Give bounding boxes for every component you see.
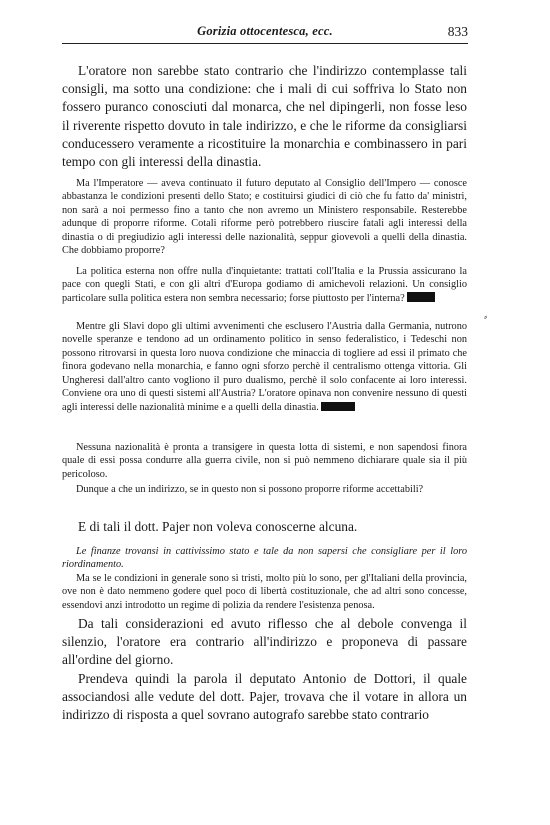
paragraph-8 [62, 545, 467, 572]
paragraph-9 [62, 572, 467, 612]
paragraph-10 [62, 615, 467, 670]
paragraph-text: Ma se le condizioni in generale sono sì tristi, molto più lo sono, per gl'Italiani della provincia, ove non è dato nemmeno godere quel poco di libertà costituzionale, che ad altri sono concesse, essendovi anzi introdotto un regime di polizia da rendere l'esistenza penosa. [62, 573, 467, 611]
paragraph-6 [62, 483, 467, 496]
paragraph-11 [62, 670, 467, 725]
paragraph-5 [62, 441, 467, 481]
paragraph-text: Nessuna nazionalità è pronta a transigere in questa lotta di sistemi, e non sapendosi finora quale di essi possa condurre alla guerra civile, non si può nemmeno dichiarare quale sia il più pericoloso. [62, 442, 467, 480]
paragraph-text: Mentre gli Slavi dopo gli ultimi avvenimenti che esclusero l'Austria dalla Germania, nutrono novelle speranze e tendono ad un ordinamento politico in senso federalistico, i Tedeschi non possono ritrovarsi in questa loro nuova condizione che minaccia di togliere ad essi il primato che finora godevano nella monarchia, e fanno ogni sforzo perchè il centralismo ottenga vittoria. Gli Ungheresi dall'altro canto vogliono il puro dualismo, perchè il solo confacente ai loro interessi. Conviene ora uno di questi sistemi all'Austria? L'oratore opinava non convenire nessuno di questi agli interessi delle nazionalità minime e a quelli della dinastia. [62, 321, 467, 413]
paragraph-text: E di tali il dott. Pajer non voleva conoscerne alcuna. [78, 519, 358, 534]
page-number: 833 [447, 24, 468, 39]
paragraph-4 [62, 320, 467, 414]
running-title: Gorizia ottocentesca, ecc. [197, 24, 333, 38]
paragraph-1 [62, 62, 467, 171]
paragraph-text: Dunque a che un indirizzo, se in questo non si possono proporre riforme accettabili? [76, 484, 424, 495]
paragraph-text: L'oratore non sarebbe stato contrario che l'indirizzo contemplasse tali consigli, ma sotto una condizione: che i mali di cui soffriva lo Stato non fossero puranco conosciuti dal monarca, che nel dipingerli, non fosse leso il riverente rispetto dovuto in tale indirizzo, e che le riforme da consigliarsi conducessero veramente a ricostituire la monarchia e combinassero in pari tempo con gli interessi della dinastia. [62, 63, 467, 170]
paragraph-text: Prendeva quindi la parola il deputato Antonio de Dottori, il quale associandosi alle vedute del dott. Pajer, trovava che il votare in allora un indirizzo di risposta a quel sovrano autografo sarebbe stato contrario [62, 671, 467, 723]
paragraph-3 [62, 265, 467, 305]
redaction-mark [407, 292, 435, 302]
redaction-mark [321, 402, 355, 411]
header-rule [62, 43, 468, 44]
paragraph-text: La politica esterna non offre nulla d'inquietante: trattati coll'Italia e la Prussia assicurano la pace con quegli Stati, e con gli altri d'Europa godiamo di amichevoli relazioni. Un consiglio particolare sulla politica estera non sembra necessario; forse piuttosto per l'interna? [62, 266, 467, 304]
paragraph-text: Le finanze trovansi in cattivissimo stato e tale da non sapersi che consigliare per il loro riordinamento. [62, 546, 467, 571]
paragraph-2 [62, 177, 467, 258]
margin-note: ⸗ [484, 312, 488, 323]
paragraph-text: Ma l'Imperatore — aveva continuato il futuro deputato al Consiglio dell'Impero — conosce abbastanza le condizioni presenti dello Stato; e costituirsi giudici di ciò che fu fatto da' ministri, non sarà a noi permesso fino a tanto che non avremo un Ministero responsabile. Resterebbe adunque di proporre riforme. Cotali riforme però potrebbero riuscire fatali agli interessi della dinastia o di pregiudizio agli interessi delle nazionalità, seppur giovevoli a quelli della dinastia. Che dobbiamo proporre? [62, 178, 467, 257]
paragraph-text: Da tali considerazioni ed avuto riflesso che al debole convenga il silenzio, l'oratore era contrario all'indirizzo e proponeva di passare all'ordine del giorno. [62, 616, 467, 668]
paragraph-7 [62, 518, 467, 536]
page-header [62, 24, 468, 42]
